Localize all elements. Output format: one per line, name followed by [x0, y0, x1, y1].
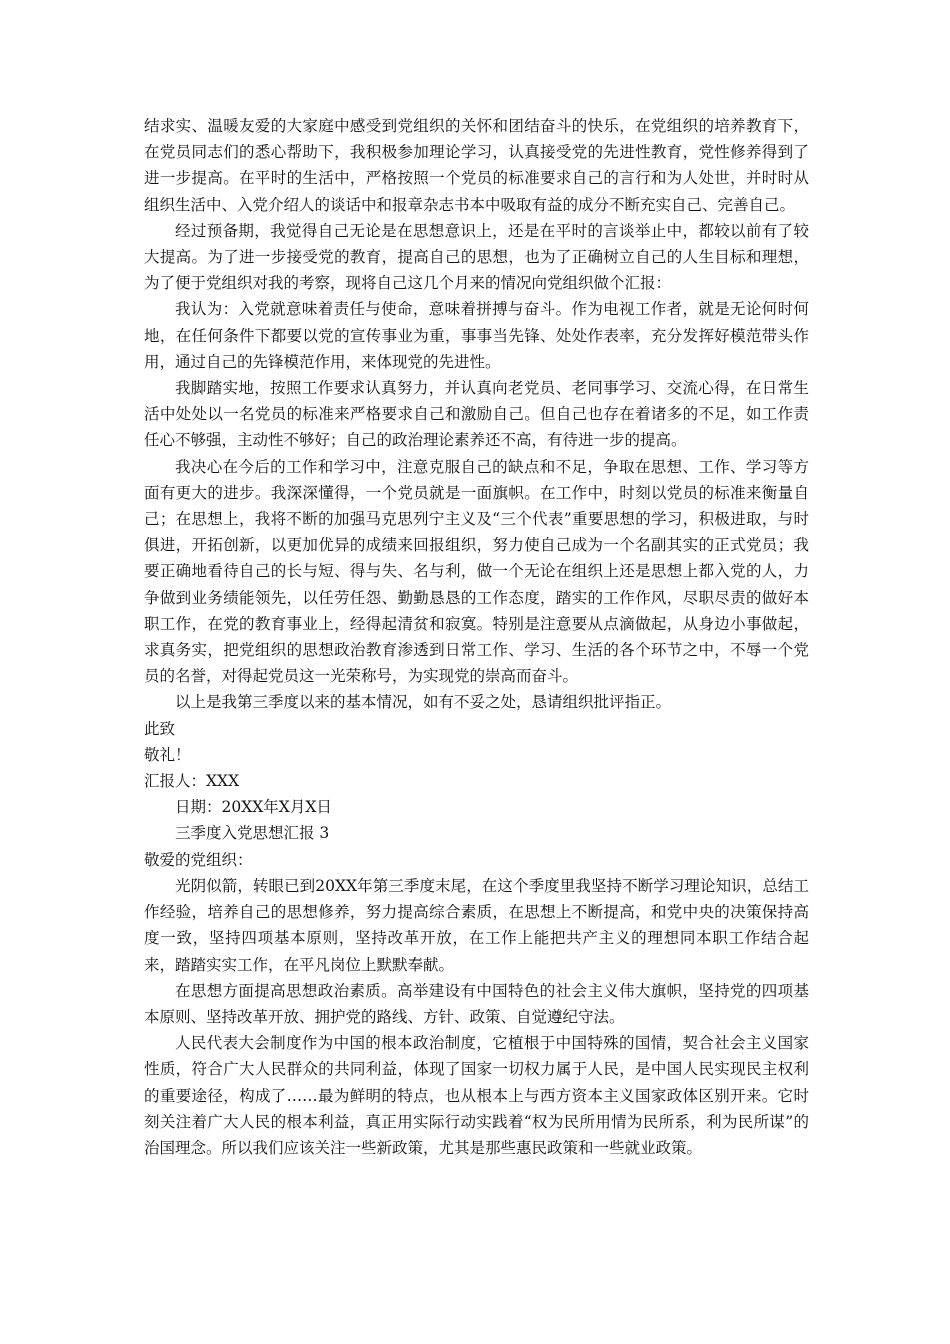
reporter-name: 汇报人：XXX [144, 772, 240, 791]
greeting: 敬爱的党组织： [144, 850, 253, 869]
document-body [144, 113, 809, 1161]
paragraph-closing-request: 以上是我第三季度以来的基本情况，如有不妥之处，恳请组织批评指正。 [175, 693, 672, 712]
salutation-jingli: 敬礼！ [144, 745, 191, 764]
paragraph-third-quarter: 光阴似箭，转眼已到20XX年第三季度末尾，在这个季度里我坚持不断学习理论知识，总结工作经验，培养自己的思想修养，努力提高综合素质，在思想上不断提高，和党中央的决策保持高度一致，坚持四项基本原则，坚持改革开放，在工作上能把共产主义的理想同本职工作结合起来，踏踏实实工作，在平凡岗位上默默奉献。 [144, 876, 809, 974]
paragraph-peoples-congress: 人民代表大会制度作为中国的根本政治制度，它植根于中国特殊的国情，契合社会主义国家性质，符合广大人民群众的共同利益，体现了国家一切权力属于人民，是中国人民实现民主权利的重要途径，构成了……最为鲜明的特点，也从根本上与西方资本主义国家政体区别开来。它时刻关注着广大人民的根本利益，真正用实际行动实践着“权为民所用情为民所系，利为民所谋”的治国理念。所以我们应该关注一些新政策，尤其是那些惠民政策和一些就业政策。 [144, 1034, 809, 1157]
paragraph-resolution: 我决心在今后的工作和学习中，注意克服自己的缺点和不足，争取在思想、工作、学习等方面有更大的进步。我深深懂得，一个党员就是一面旗帜。在工作中，时刻以党员的标准来衡量自己；在思想上，我将不断的加强马克思列宁主义及“三个代表”重要思想的学习，积极进取，与时俱进，开拓创新，以更加优异的成绩来回报组织，努力使自己成为一个名副其实的正式党员；我要正确地看待自己的长与短、得与失、名与利，做一个无论在组织上还是思想上都入党的人，力争做到业务绩能领先，以任劳任怨、勤勤恳恳的工作态度，踏实的工作作风，尽职尽责的做好本职工作，在党的教育事业上，经得起清贫和寂寞。特别是注意要从点滴做起，从身边小事做起，求真务实，把党组织的思想政治教育渗透到日常工作、学习、生活的各个环节之中，不辱一个党员的名誉，对得起党员这一光荣称号，为实现党的崇高而奋斗。 [144, 457, 809, 686]
paragraph-probation-period: 经过预备期，我觉得自己无论是在思想意识上，还是在平时的言谈举止中，都较以前有了较大提高。为了进一步接受党的教育，提高自己的思想，也为了正确树立自己的人生目标和理想，为了便于党组织对我的考察，现将自己这几个月来的情况向党组织做个汇报： [144, 221, 809, 293]
paragraph-shortcomings: 我脚踏实地，按照工作要求认真努力，并认真向老党员、老同事学习、交流心得，在日常生活中处处以一名党员的标准来严格要求自己和激励自己。但自己也存在着诸多的不足，如工作责任心不够强，主动性不够好；自己的政治理论素养还不高，有待进一步的提高。 [144, 379, 809, 450]
paragraph-party-responsibility: 我认为：入党就意味着责任与使命，意味着拼搏与奋斗。作为电视工作者，就是无论何时何地，在任何条件下都要以党的宣传事业为重，事事当先锋、处处作表率，充分发挥好模范带头作用，通过自己的先锋模范作用，来体现党的先进性。 [144, 300, 809, 371]
section-title: 三季度入党思想汇报 3 [175, 824, 330, 843]
paragraph-intro-continued: 结求实、温暖友爱的大家庭中感受到党组织的关怀和团结奋斗的快乐，在党组织的培养教育下，在党员同志们的悉心帮助下，我积极参加理论学习，认真接受党的先进性教育，党性修养得到了进一步提高。在平时的生活中，严格按照一个党员的标准要求自己的言行和为人处世，并时时从组织生活中、入党介绍人的谈话中和报章杂志书本中吸取有益的成分不断充实自己、完善自己。 [144, 117, 809, 214]
salutation-cizhi: 此致 [144, 719, 176, 738]
paragraph-ideology: 在思想方面提高思想政治素质。高举建设有中国特色的社会主义伟大旗帜，坚持党的四项基本原则、坚持改革开放、拥护党的路线、方针、政策、自觉遵纪守法。 [144, 981, 809, 1026]
report-date: 日期：20XX年X月X日 [175, 798, 332, 817]
